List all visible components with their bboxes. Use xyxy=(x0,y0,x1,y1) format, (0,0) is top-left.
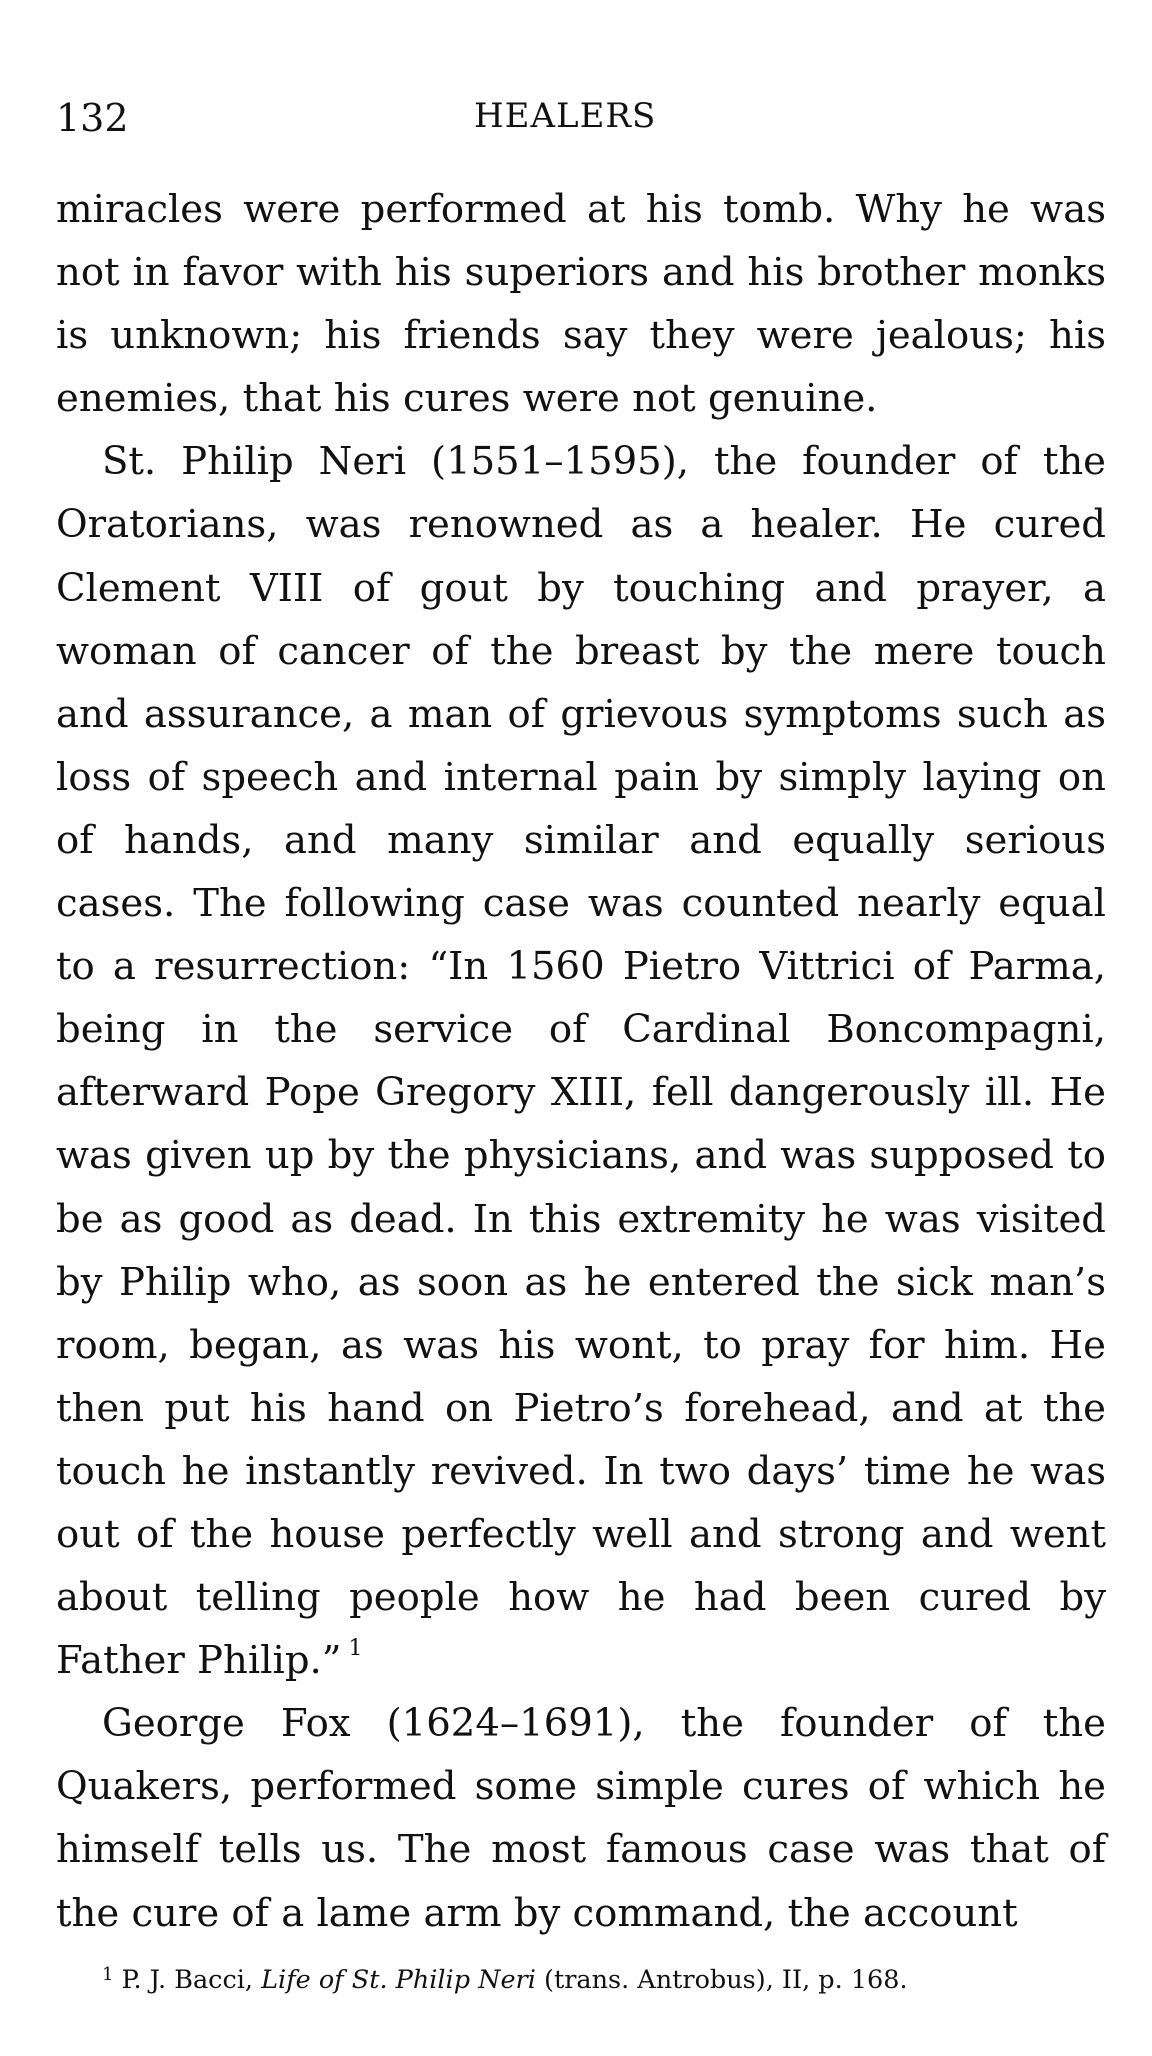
page-header xyxy=(56,92,1106,156)
footnote xyxy=(56,1963,1106,1997)
paragraph-1-text: miracles were performed at his tomb. Why he was not in favor with his superiors and his brother monks is unknown; his friends say they were jealous; his enemies, that his cures were not genuine. xyxy=(56,187,1106,422)
page-number: 132 xyxy=(56,96,129,140)
book-page xyxy=(56,92,1106,1997)
paragraph-2-text: St. Philip Neri (1551–1595), the founder of the Oratorians, was renowned as a healer. He cured Clement VIII of gout by touching and prayer, a woman of cancer of the breast by the mere touch and assurance, a man of grievous symptoms such as loss of speech and internal pain by simply laying on of hands, and many similar and equally serious cases. The following case was counted nearly equal to a resurrection: “In 1560 Pietro Vittrici of Parma, being in the service of Cardinal Boncompagni, afterward Pope Gregory XIII, fell dangerously ill. He was given up by the physicians, and was supposed to be as good as dead. In this extremity he was visited by Philip who, as soon as he entered the sick man’s room, began, as was his wont, to pray for him. He then put his hand on Pietro’s forehead, and at the touch he instantly revived. In two days’ time he was out of the house perfectly well and strong and went about telling people how he had been cured by Father Philip.” xyxy=(56,439,1106,1684)
paragraph-1 xyxy=(56,178,1106,430)
paragraph-3-text: George Fox (1624–1691), the founder of the Quakers, performed some simple cures of which he himself tells us. The most famous case was that of the cure of a lame arm by command, the account xyxy=(56,1701,1106,1936)
footnote-author: P. J. Bacci, xyxy=(121,1964,253,1995)
footnote-marker: 1 xyxy=(102,1963,114,1985)
footnote-details: (trans. Antrobus), II, p. 168. xyxy=(544,1964,908,1995)
footnote-reference-number: 1 xyxy=(348,1636,363,1662)
paragraph-3 xyxy=(56,1692,1106,1944)
footnote-reference xyxy=(342,1636,363,1661)
paragraph-2 xyxy=(56,430,1106,1692)
footnote-title: Life of St. Philip Neri xyxy=(261,1964,536,1995)
body-text xyxy=(56,178,1106,1945)
running-head: HEALERS xyxy=(474,96,657,136)
